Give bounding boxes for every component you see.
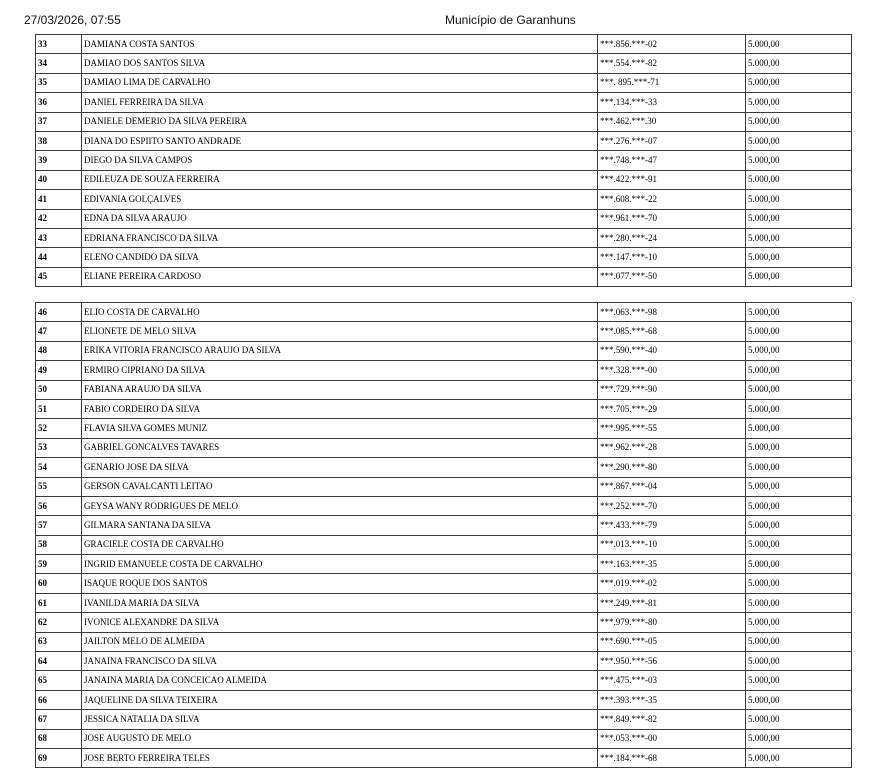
table-row (36, 496, 852, 515)
name-cell: DANIEL FERREIRA DA SILVA (82, 93, 598, 112)
table-row (36, 131, 852, 150)
row-number-cell: 34 (36, 54, 82, 73)
row-number-cell: 38 (36, 131, 82, 150)
table-row (36, 248, 852, 267)
amount-cell: 5.000,00 (746, 341, 852, 360)
row-number-cell: 47 (36, 322, 82, 341)
amount-cell: 5.000,00 (746, 632, 852, 651)
cpf-cell: ***.849.***-82 (598, 710, 746, 729)
row-number-cell: 54 (36, 458, 82, 477)
amount-cell: 5.000,00 (746, 248, 852, 267)
cpf-cell: ***.867.***-04 (598, 477, 746, 496)
table-row (36, 419, 852, 438)
amount-cell: 5.000,00 (746, 361, 852, 380)
table-row (36, 438, 852, 457)
cpf-cell: ***.249.***-81 (598, 593, 746, 612)
table-row (36, 555, 852, 574)
cpf-cell: ***.063.***-98 (598, 303, 746, 322)
amount-cell: 5.000,00 (746, 516, 852, 535)
name-cell: ISAQUE ROQUE DOS SANTOS (82, 574, 598, 593)
amount-cell: 5.000,00 (746, 613, 852, 632)
table-row (36, 73, 852, 92)
amount-cell: 5.000,00 (746, 535, 852, 554)
row-number-cell: 33 (36, 35, 82, 54)
name-cell: JOSE AUGUSTO DE MELO (82, 729, 598, 748)
table-row (36, 690, 852, 709)
table-row (36, 151, 852, 170)
row-number-cell: 59 (36, 555, 82, 574)
cpf-cell: ***.979.***-80 (598, 613, 746, 632)
cpf-cell: ***.252.***-70 (598, 496, 746, 515)
cpf-cell: ***.433.***-79 (598, 516, 746, 535)
name-cell: GRACIELE COSTA DE CARVALHO (82, 535, 598, 554)
row-number-cell: 62 (36, 613, 82, 632)
table-row (36, 341, 852, 360)
cpf-cell: ***.184.***-68 (598, 748, 746, 767)
amount-cell: 5.000,00 (746, 690, 852, 709)
table-row (36, 613, 852, 632)
amount-cell: 5.000,00 (746, 710, 852, 729)
cpf-cell: ***.280.***-24 (598, 228, 746, 247)
amount-cell: 5.000,00 (746, 399, 852, 418)
page-header (0, 0, 873, 30)
name-cell: JESSICA NATALIA DA SILVA (82, 710, 598, 729)
table-row (36, 93, 852, 112)
row-number-cell: 56 (36, 496, 82, 515)
cpf-cell: ***.019.***-02 (598, 574, 746, 593)
cpf-cell: ***.690.***-05 (598, 632, 746, 651)
cpf-cell: ***.856.***-02 (598, 35, 746, 54)
amount-cell: 5.000,00 (746, 112, 852, 131)
amount-cell: 5.000,00 (746, 131, 852, 150)
table-row (36, 671, 852, 690)
name-cell: FABIO CORDEIRO DA SILVA (82, 399, 598, 418)
name-cell: DIEGO DA SILVA CAMPOS (82, 151, 598, 170)
amount-cell: 5.000,00 (746, 574, 852, 593)
table-row (36, 516, 852, 535)
amount-cell: 5.000,00 (746, 190, 852, 209)
table-row (36, 710, 852, 729)
amount-cell: 5.000,00 (746, 748, 852, 767)
row-number-cell: 52 (36, 419, 82, 438)
table-row (36, 361, 852, 380)
amount-cell: 5.000,00 (746, 322, 852, 341)
row-number-cell: 41 (36, 190, 82, 209)
name-cell: ELIONETE DE MELO SILVA (82, 322, 598, 341)
table-row (36, 477, 852, 496)
beneficiary-table-2 (35, 302, 852, 768)
table-row (36, 322, 852, 341)
row-number-cell: 58 (36, 535, 82, 554)
row-number-cell: 60 (36, 574, 82, 593)
amount-cell: 5.000,00 (746, 419, 852, 438)
name-cell: IVANILDA MARIA DA SILVA (82, 593, 598, 612)
name-cell: GEYSA WANY RODRIGUES DE MELO (82, 496, 598, 515)
row-number-cell: 69 (36, 748, 82, 767)
name-cell: JAQUELINE DA SILVA TEIXEIRA (82, 690, 598, 709)
name-cell: ELIO COSTA DE CARVALHO (82, 303, 598, 322)
table-row (36, 399, 852, 418)
row-number-cell: 64 (36, 652, 82, 671)
amount-cell: 5.000,00 (746, 267, 852, 286)
table-row (36, 209, 852, 228)
cpf-cell: ***.053.***-00 (598, 729, 746, 748)
cpf-cell: ***.276.***-07 (598, 131, 746, 150)
name-cell: EDILEUZA DE SOUZA FERREIRA (82, 170, 598, 189)
cpf-cell: ***.290.***-80 (598, 458, 746, 477)
amount-cell: 5.000,00 (746, 380, 852, 399)
row-number-cell: 51 (36, 399, 82, 418)
name-cell: JAILTON MELO DE ALMEIDA (82, 632, 598, 651)
row-number-cell: 65 (36, 671, 82, 690)
beneficiary-table-1 (35, 34, 852, 287)
page-title: Município de Garanhuns (445, 13, 576, 27)
table-row (36, 593, 852, 612)
amount-cell: 5.000,00 (746, 73, 852, 92)
table-row (36, 380, 852, 399)
amount-cell: 5.000,00 (746, 652, 852, 671)
name-cell: ELIANE PEREIRA CARDOSO (82, 267, 598, 286)
name-cell: EDNA DA SILVA ARAUJO (82, 209, 598, 228)
row-number-cell: 66 (36, 690, 82, 709)
cpf-cell: ***.748.***-47 (598, 151, 746, 170)
cpf-cell: ***.554.***-82 (598, 54, 746, 73)
name-cell: GENARIO JOSE DA SILVA (82, 458, 598, 477)
print-datetime: 27/03/2026, 07:55 (24, 13, 121, 27)
name-cell: DAMIANA COSTA SANTOS (82, 35, 598, 54)
amount-cell: 5.000,00 (746, 593, 852, 612)
row-number-cell: 50 (36, 380, 82, 399)
cpf-cell: ***.950.***-56 (598, 652, 746, 671)
row-number-cell: 44 (36, 248, 82, 267)
name-cell: EDIVANIA GOLÇALVES (82, 190, 598, 209)
row-number-cell: 37 (36, 112, 82, 131)
table-row (36, 748, 852, 767)
row-number-cell: 43 (36, 228, 82, 247)
cpf-cell: ***.422.***-91 (598, 170, 746, 189)
amount-cell: 5.000,00 (746, 496, 852, 515)
name-cell: ELENO CANDIDO DA SILVA (82, 248, 598, 267)
cpf-cell: ***.013.***-10 (598, 535, 746, 554)
name-cell: GILMARA SANTANA DA SILVA (82, 516, 598, 535)
row-number-cell: 49 (36, 361, 82, 380)
cpf-cell: ***.163.***-35 (598, 555, 746, 574)
amount-cell: 5.000,00 (746, 555, 852, 574)
table-row (36, 228, 852, 247)
name-cell: EDRIANA FRANCISCO DA SILVA (82, 228, 598, 247)
table-row (36, 535, 852, 554)
name-cell: DIANA DO ESPIITO SANTO ANDRADE (82, 131, 598, 150)
table-row (36, 574, 852, 593)
row-number-cell: 45 (36, 267, 82, 286)
table-row (36, 170, 852, 189)
amount-cell: 5.000,00 (746, 458, 852, 477)
table-row (36, 632, 852, 651)
name-cell: ERIKA VITORIA FRANCISCO ARAUJO DA SILVA (82, 341, 598, 360)
name-cell: GABRIEL GONCALVES TAVARES (82, 438, 598, 457)
cpf-cell: ***.962.***-28 (598, 438, 746, 457)
row-number-cell: 53 (36, 438, 82, 457)
name-cell: ERMIRO CIPRIANO DA SILVA (82, 361, 598, 380)
amount-cell: 5.000,00 (746, 438, 852, 457)
cpf-cell: ***.961.***-70 (598, 209, 746, 228)
table-row (36, 112, 852, 131)
row-number-cell: 67 (36, 710, 82, 729)
amount-cell: 5.000,00 (746, 151, 852, 170)
amount-cell: 5.000,00 (746, 93, 852, 112)
cpf-cell: ***.475.***-03 (598, 671, 746, 690)
row-number-cell: 68 (36, 729, 82, 748)
cpf-cell: ***.608.***-22 (598, 190, 746, 209)
amount-cell: 5.000,00 (746, 671, 852, 690)
table-row (36, 458, 852, 477)
name-cell: DANIELE DEMERIO DA SILVA PEREIRA (82, 112, 598, 131)
name-cell: JANAINA MARIA DA CONCEICAO ALMEIDA (82, 671, 598, 690)
row-number-cell: 42 (36, 209, 82, 228)
table-row (36, 190, 852, 209)
cpf-cell: ***.729.***-90 (598, 380, 746, 399)
cpf-cell: ***.328.***-00 (598, 361, 746, 380)
row-number-cell: 35 (36, 73, 82, 92)
name-cell: FLAVIA SILVA GOMES MUNIZ (82, 419, 598, 438)
cpf-cell: ***.077.***-50 (598, 267, 746, 286)
row-number-cell: 40 (36, 170, 82, 189)
cpf-cell: ***.705.***-29 (598, 399, 746, 418)
table-row (36, 729, 852, 748)
amount-cell: 5.000,00 (746, 303, 852, 322)
row-number-cell: 63 (36, 632, 82, 651)
cpf-cell: ***.995.***-55 (598, 419, 746, 438)
amount-cell: 5.000,00 (746, 35, 852, 54)
table-row (36, 35, 852, 54)
cpf-cell: ***.590.***-40 (598, 341, 746, 360)
amount-cell: 5.000,00 (746, 209, 852, 228)
cpf-cell: ***. 895.***-71 (598, 73, 746, 92)
amount-cell: 5.000,00 (746, 729, 852, 748)
row-number-cell: 36 (36, 93, 82, 112)
name-cell: INGRID EMANUELE COSTA DE CARVALHO (82, 555, 598, 574)
name-cell: JANAINA FRANCISCO DA SILVA (82, 652, 598, 671)
table-row (36, 54, 852, 73)
name-cell: DAMIAO DOS SANTOS SILVA (82, 54, 598, 73)
name-cell: FABIANA ARAUJO DA SILVA (82, 380, 598, 399)
row-number-cell: 46 (36, 303, 82, 322)
cpf-cell: ***.462.***.30 (598, 112, 746, 131)
name-cell: IVONICE ALEXANDRE DA SILVA (82, 613, 598, 632)
cpf-cell: ***.393.***-35 (598, 690, 746, 709)
cpf-cell: ***.147.***-10 (598, 248, 746, 267)
row-number-cell: 39 (36, 151, 82, 170)
row-number-cell: 57 (36, 516, 82, 535)
cpf-cell: ***.085.***-68 (598, 322, 746, 341)
amount-cell: 5.000,00 (746, 54, 852, 73)
name-cell: GERSON CAVALCANTI LEITAO (82, 477, 598, 496)
row-number-cell: 48 (36, 341, 82, 360)
name-cell: DAMIAO LIMA DE CARVALHO (82, 73, 598, 92)
name-cell: JOSE BERTO FERREIRA TELES (82, 748, 598, 767)
table-row (36, 652, 852, 671)
amount-cell: 5.000,00 (746, 170, 852, 189)
row-number-cell: 55 (36, 477, 82, 496)
amount-cell: 5.000,00 (746, 477, 852, 496)
amount-cell: 5.000,00 (746, 228, 852, 247)
cpf-cell: ***.134.***-33 (598, 93, 746, 112)
table-row (36, 303, 852, 322)
table-row (36, 267, 852, 286)
row-number-cell: 61 (36, 593, 82, 612)
